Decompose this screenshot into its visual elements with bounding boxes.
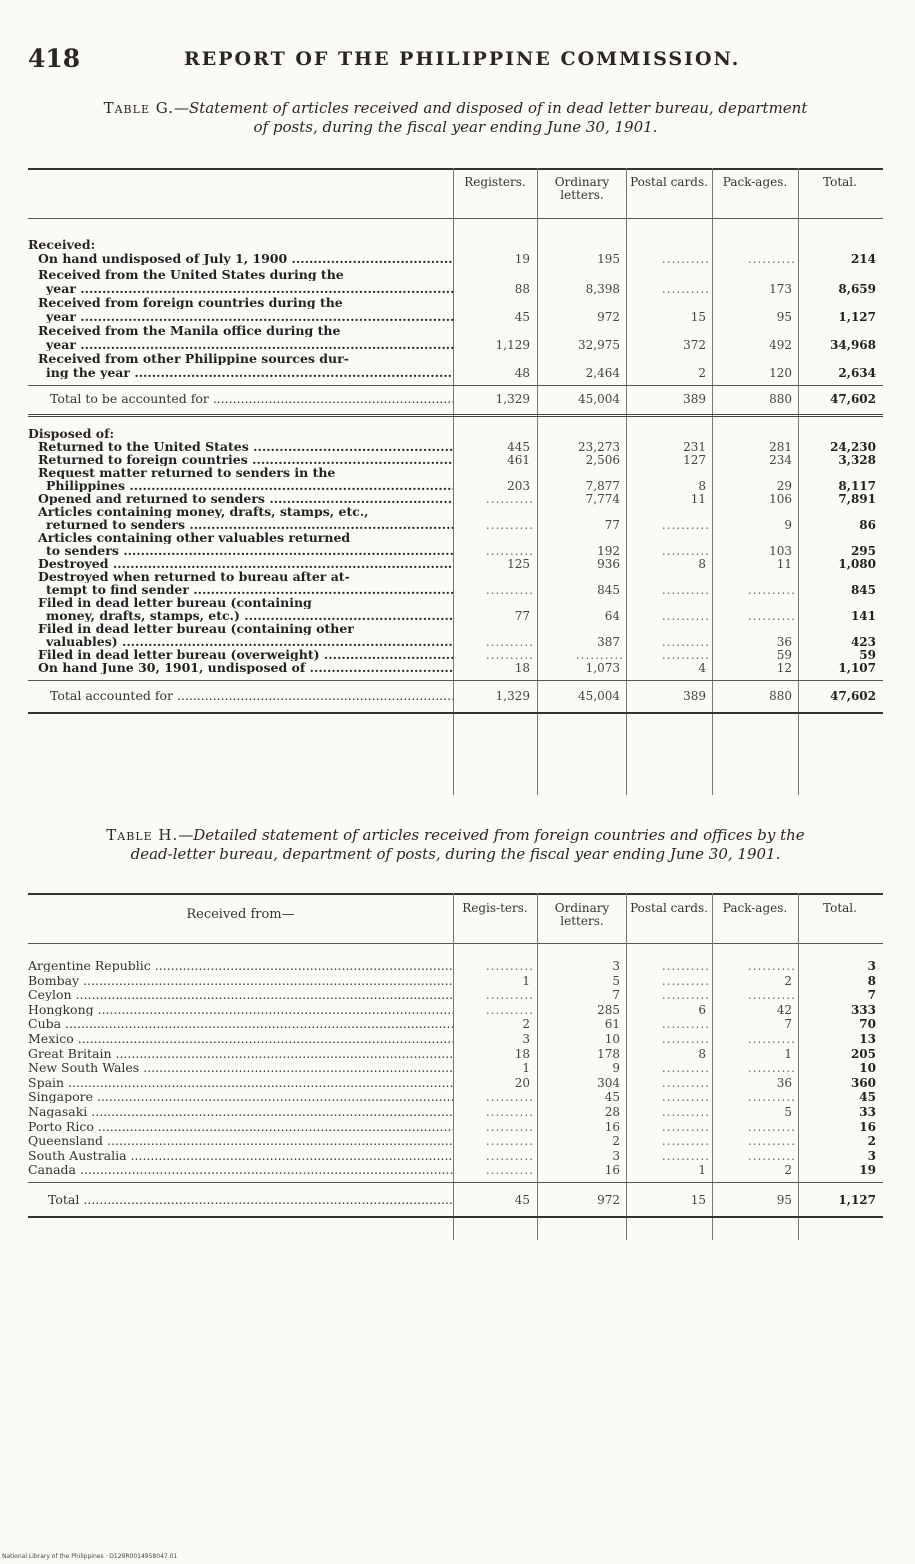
table-g-disposed-row-5-value-1: 192 (597, 544, 620, 558)
table-h-row-8-value-3: 36 (776, 1075, 792, 1090)
table-h-row-9-value-1: 45 (604, 1090, 620, 1105)
table-g-disposed-row-8-line-0-label: Filed in dead letter bureau (containing (38, 596, 312, 609)
table-g-received-row-0-value-0: 19 (514, 252, 530, 266)
table-h-row-12-label: Queensland ..... (28, 1134, 453, 1147)
table-h-row-0-blank-3: .......... (747, 959, 796, 973)
table-g-disposed-total-value-1: 45,004 (578, 689, 620, 703)
table-g-disposed-row-1-value-1: 2,506 (585, 453, 620, 467)
table-h-row-13-label: South Australia ..... (28, 1149, 453, 1162)
table-h-total-value-4: 1,127 (838, 1193, 876, 1207)
table-h-row-4-value-3: 7 (784, 1017, 792, 1032)
table-g-disposed-row-10-blank-2: .......... (661, 648, 710, 662)
table-h-row-6-value-1: 178 (597, 1046, 620, 1061)
table-g-disposed-row-8-value-0: 77 (514, 609, 530, 623)
table-h-row-7-blank-2: .......... (661, 1061, 710, 1076)
table-g-disposed-row-2-value-3: 29 (776, 479, 792, 493)
table-g-received-row-3-value-1: 32,975 (578, 338, 620, 352)
table-g-received-row-2-line-1-label: year ..... (46, 310, 453, 323)
table-g-received-row-1-line-1-label: year ..... (46, 282, 453, 295)
table-h-row-10-label: Nagasaki ..... (28, 1105, 453, 1118)
table-h-row-14-value-3: 2 (784, 1163, 792, 1178)
table-h-row-13-blank-0: .......... (485, 1148, 534, 1163)
table-g-disposed-total-value-4: 47,602 (830, 689, 876, 703)
table-g-name: Table G. (103, 99, 174, 117)
table-g-disposed-row-6-value-3: 11 (776, 557, 792, 571)
table-g-received-row-4-value-1: 2,464 (585, 366, 620, 380)
table-g-header-col-2: Postal cards. (630, 175, 708, 189)
table-g-subtotal-rule (28, 385, 883, 386)
table-h-row-11-blank-3: .......... (747, 1119, 796, 1134)
table-g-disposed-row-0-value-2: 231 (683, 440, 706, 454)
table-h-row-5-blank-2: .......... (661, 1032, 710, 1046)
table-g-disposed-total-value-2: 389 (683, 689, 706, 703)
table-h-row-4-label: Cuba ..... (28, 1017, 453, 1030)
table-g-disposed-row-10-value-4: 59 (859, 648, 876, 662)
table-g-disposed-row-9-value-3: 36 (776, 635, 792, 649)
table-g-disposed-heading: Disposed of: (28, 426, 115, 441)
table-g-disposed-row-10-value-3: 59 (776, 648, 792, 662)
table-g-disposed-total-rule (28, 680, 883, 681)
table-g-disposed-row-7-line-0-label: Destroyed when returned to bureau after at- (38, 570, 350, 583)
table-g-disposed-row-7-line-0 (28, 570, 883, 583)
table-h-stub-header: Received from— (186, 907, 295, 922)
table-h-row-2-value-1: 7 (612, 988, 620, 1003)
table-g-disposed-row-4-blank-0: .......... (485, 518, 534, 532)
table-g-disposed-row-2-value-1: 7,877 (585, 479, 620, 493)
table-h-total-value-1: 972 (597, 1193, 620, 1207)
table-g-caption (28, 99, 883, 137)
table-g-disposed-row-0-value-3: 281 (769, 440, 792, 454)
table-g-disposed-row-11-value-1: 1,073 (585, 661, 620, 675)
table-h-row-13-blank-2: .......... (661, 1148, 710, 1163)
table-h-total-rule (28, 1182, 883, 1183)
table-g-received-row-1-value-4: 8,659 (838, 282, 876, 296)
table-g-disposed-row-4-blank-2: .......... (661, 518, 710, 532)
table-g-received-row-3-line-0 (28, 324, 883, 337)
table-g-disposed-row-5-line-0-label: Articles containing other valuables returned (38, 531, 351, 544)
table-h-header-col-0: Regis-​ters. (462, 901, 528, 915)
table-g-disposed-row-5-blank-0: .......... (485, 544, 534, 558)
table-g-disposed-row-5-line-0 (28, 531, 883, 544)
table-g-disposed-row-1-value-2: 127 (683, 453, 706, 467)
table-h-row-3-blank-0: .......... (485, 1002, 534, 1017)
table-h-row-4-value-0: 2 (522, 1017, 530, 1032)
table-g-received-row-1-value-1: 8,398 (585, 282, 620, 296)
table-g-disposed-row-4-value-4: 86 (859, 518, 876, 532)
table-h-row-2-blank-0: .......... (485, 988, 534, 1003)
table-g-disposed-row-4-line-0-label: Articles containing money, drafts, stamps, etc., (38, 505, 369, 518)
page-header (28, 44, 875, 84)
table-h-row-10-blank-0: .......... (485, 1105, 534, 1119)
table-h-row-6-value-4: 205 (850, 1046, 876, 1061)
table-g-disposed-row-2-value-4: 8,117 (838, 479, 876, 493)
table-h-row-0-value-1: 3 (612, 959, 620, 973)
table-g-disposed-row-2-line-0-label: Request matter returned to senders in the (38, 466, 336, 479)
table-g-disposed-row-4-line-1-label: returned to senders ..... (46, 518, 453, 531)
table-h-row-0-value-4: 3 (867, 959, 876, 973)
page-number: 418 (28, 44, 81, 73)
table-h-row-6-value-2: 8 (698, 1046, 706, 1061)
table-g-disposed-row-3-value-2: 11 (690, 492, 706, 506)
table-g-received-row-1-blank-2: .......... (661, 282, 710, 296)
table-g-header-col-0: Registers. (464, 175, 526, 189)
table-h-row-4-value-4: 70 (859, 1017, 876, 1032)
table-h-row-9-blank-2: .......... (661, 1090, 710, 1105)
table-g-disposed-row-1-value-3: 234 (769, 453, 792, 467)
table-h-row-6-value-0: 18 (514, 1046, 530, 1061)
table-g-disposed-row-8-blank-2: .......... (661, 609, 710, 623)
table-h-row-2-label: Ceylon ..... (28, 988, 453, 1001)
table-g-disposed-row-3-line-0-label: Opened and returned to senders ..... (38, 492, 453, 505)
table-g-disposed-row-8-blank-3: .......... (747, 609, 796, 623)
table-g-received-row-3-line-0-label: Received from the Manila office during the (38, 324, 341, 337)
table-g-disposed-row-4-value-1: 77 (604, 518, 620, 532)
table-g-header-col-4: Total. (823, 175, 857, 189)
table-g-received-row-4-line-1-label: ing the year ..... (46, 366, 453, 379)
table-h-row-10-blank-2: .......... (661, 1105, 710, 1119)
table-g-disposed-row-7-blank-3: .......... (747, 583, 796, 597)
table-g-received-total-value-3: 880 (769, 392, 792, 406)
table-h-top-rule (28, 893, 883, 895)
table-g-disposed-row-5-line-1-label: to senders ..... (46, 544, 453, 557)
table-g-disposed-row-11-value-0: 18 (514, 661, 530, 675)
table-g-header-rule (28, 218, 883, 219)
table-h-row-6-value-3: 1 (784, 1046, 792, 1061)
table-h-total-value-2: 15 (690, 1193, 706, 1207)
table-g-received-row-0-blank-3: .......... (747, 252, 796, 266)
table-g-received-row-4-value-4: 2,634 (838, 366, 876, 380)
table-g-disposed-row-6-line-0-label: Destroyed ..... (38, 557, 453, 570)
table-g-header-col-3: Pack-​ages. (722, 175, 788, 189)
table-h-header-col-2: Postal cards. (630, 901, 708, 915)
table-h-row-14-value-1: 16 (604, 1163, 620, 1178)
table-h-row-1-value-1: 5 (612, 973, 620, 988)
table-g-disposed-row-6-value-1: 936 (597, 557, 620, 571)
table-h-row-7-value-1: 9 (612, 1061, 620, 1076)
table-h-row-0-blank-0: .......... (485, 959, 534, 973)
table-h-row-7-value-4: 10 (859, 1061, 876, 1076)
table-g-disposed-row-5-blank-2: .......... (661, 544, 710, 558)
table-g-disposed-row-9-line-1-label: valuables) ..... (46, 635, 453, 648)
table-g-received-row-3-value-3: 492 (769, 338, 792, 352)
table-g-caption-line2: of posts, during the fiscal year ending June 30, 1901. (253, 118, 658, 136)
table-h-row-9-label: Singapore ..... (28, 1090, 453, 1103)
table-h-header-col-4: Total. (823, 901, 857, 915)
table-h-row-5-value-1: 10 (604, 1032, 620, 1046)
table-g-disposed-row-8-line-0 (28, 596, 883, 609)
table-h-caption (28, 826, 883, 864)
table-g-disposed-row-7-value-1: 845 (597, 583, 620, 597)
table-g-received-row-0-value-1: 195 (597, 252, 620, 266)
table-g-received-row-3-line-1-label: year ..... (46, 338, 453, 351)
table-h-total-value-3: 95 (776, 1193, 792, 1207)
table-g-received-row-2-value-0: 45 (514, 310, 530, 324)
table-h-row-8-value-4: 360 (850, 1075, 876, 1090)
table-g-disposed-row-6-value-2: 8 (698, 557, 706, 571)
table-h-row-11-blank-0: .......... (485, 1119, 534, 1134)
table-h-row-12-blank-2: .......... (661, 1134, 710, 1149)
table-h-row-8-value-0: 20 (514, 1075, 530, 1090)
table-g-disposed-row-7-blank-0: .......... (485, 583, 534, 597)
table-h-row-14-blank-0: .......... (485, 1163, 534, 1178)
table-h-header-col-3: Pack-​ages. (722, 901, 788, 915)
table-h-row-3-value-2: 6 (698, 1002, 706, 1017)
table-h-row-7-value-0: 1 (522, 1061, 530, 1076)
table-g-received-row-4-value-2: 2 (698, 366, 706, 380)
table-g-top-rule (28, 168, 883, 170)
table-h-row-1-value-4: 8 (867, 973, 876, 988)
table-h-row-5-blank-3: .......... (747, 1032, 796, 1046)
table-g-disposed-row-3-value-3: 106 (769, 492, 792, 506)
table-g-disposed-row-0-line-0-label: Returned to the United States ..... (38, 440, 453, 453)
table-h-row-8-blank-2: .......... (661, 1075, 710, 1090)
table-h-row-1-value-0: 1 (522, 973, 530, 988)
table-h-row-2-blank-3: .......... (747, 988, 796, 1003)
table-h-row-3-value-1: 285 (597, 1002, 620, 1017)
table-h-row-13-value-4: 3 (867, 1148, 876, 1163)
table-h-row-11-blank-2: .......... (661, 1119, 710, 1134)
table-h-total-value-0: 45 (514, 1193, 530, 1207)
table-g-disposed-row-0-value-0: 445 (507, 440, 530, 454)
table-g-header-col-1: Ordinary letters. (554, 175, 610, 202)
table-g-received-row-2-line-0 (28, 296, 883, 309)
table-g-received-total-label: Total to be accounted for ..... (50, 392, 453, 405)
table-g-disposed-row-9-value-4: 423 (850, 635, 876, 649)
table-g-disposed-row-10-line-0-label: Filed in dead letter bureau (overweight) ..... (38, 648, 453, 661)
table-h-row-1-value-3: 2 (784, 973, 792, 988)
table-g-disposed-row-9-blank-2: .......... (661, 635, 710, 649)
table-h-row-5-label: Mexico ..... (28, 1032, 453, 1045)
table-h-caption-line2: dead-letter bureau, department of posts, during the fiscal year ending June 30, 1901. (130, 845, 781, 863)
table-g-received-row-0-value-4: 214 (850, 252, 876, 266)
table-g-received-row-1-line-0 (28, 268, 883, 281)
table-g-disposed-total-label: Total accounted for ..... (50, 689, 453, 702)
table-g-disposed-row-3-blank-0: .......... (485, 492, 534, 506)
table-g-received-row-2-value-2: 15 (690, 310, 706, 324)
table-g-caption-line1: —Statement of articles received and disposed of in dead letter bureau, department (173, 99, 808, 117)
table-g-disposed-row-9-blank-0: .......... (485, 635, 534, 649)
table-g-disposed-row-8-value-4: 141 (850, 609, 876, 623)
table-g-received-heading: Received: (28, 237, 96, 252)
table-h-row-5-value-0: 3 (522, 1032, 530, 1046)
table-g-received-total-value-1: 45,004 (578, 392, 620, 406)
table-g-received-row-3-value-4: 34,968 (830, 338, 876, 352)
table-g-disposed-total-value-0: 1,329 (495, 689, 530, 703)
footer-credit: National Library of the Philippines · D129R0014958047.01 (2, 1553, 178, 1560)
table-g-received-row-3-value-2: 372 (683, 338, 706, 352)
table-g-disposed-row-10-blank-0: .......... (485, 648, 534, 662)
table-g-received-row-2-value-4: 1,127 (838, 310, 876, 324)
table-g-disposed-row-7-line-1-label: tempt to find sender ..... (46, 583, 453, 596)
table-g-disposed-row-3-value-1: 7,774 (585, 492, 620, 506)
table-h-total-label: Total ..... (48, 1193, 453, 1206)
table-g-received-total-value-0: 1,329 (495, 392, 530, 406)
table-g-received-row-1-value-0: 88 (514, 282, 530, 296)
table-g-received-row-0-blank-2: .......... (661, 252, 710, 266)
table-h-row-3-value-3: 42 (776, 1002, 792, 1017)
table-h-row-4-blank-2: .......... (661, 1017, 710, 1032)
table-g-disposed-row-11-value-2: 4 (698, 661, 706, 675)
table-h-row-9-blank-0: .......... (485, 1090, 534, 1105)
table-g-disposed-row-1-line-0-label: Returned to foreign countries ..... (38, 453, 453, 466)
table-h-header-rule (28, 943, 883, 944)
table-h-row-13-value-1: 3 (612, 1148, 620, 1163)
table-g-disposed-row-4-value-3: 9 (784, 518, 792, 532)
table-g-disposed-row-2-value-0: 203 (507, 479, 530, 493)
table-g-disposed-row-8-line-1-label: money, drafts, stamps, etc.) ..... (46, 609, 453, 622)
table-h-row-11-value-4: 16 (859, 1119, 876, 1134)
table-g-disposed-row-2-line-1-label: Philippines ..... (46, 479, 453, 492)
table-h-row-10-value-4: 33 (859, 1105, 876, 1119)
table-g-disposed-row-1-value-4: 3,328 (838, 453, 876, 467)
table-g-disposed-row-9-line-0-label: Filed in dead letter bureau (containing other (38, 622, 354, 635)
table-h-row-12-value-1: 2 (612, 1134, 620, 1149)
table-h-row-11-value-1: 16 (604, 1119, 620, 1134)
table-h-row-14-value-4: 19 (859, 1163, 876, 1178)
table-g-received-row-2-line-0-label: Received from foreign countries during the (38, 296, 343, 309)
table-g-disposed-row-5-value-3: 103 (769, 544, 792, 558)
table-h-row-8-value-1: 304 (597, 1075, 620, 1090)
table-g-disposed-row-1-value-0: 461 (507, 453, 530, 467)
table-g-received-row-4-value-0: 48 (514, 366, 530, 380)
table-h-row-8-label: Spain ..... (28, 1076, 453, 1089)
table-g-disposed-row-6-value-4: 1,080 (838, 557, 876, 571)
table-h-row-0-label: Argentine Republic ..... (28, 959, 453, 972)
table-g-received-row-4-line-0-label: Received from other Philippine sources dur- (38, 352, 349, 365)
table-g-received-row-3-value-0: 1,129 (495, 338, 530, 352)
table-h-row-9-blank-3: .......... (747, 1090, 796, 1105)
table-h-name: Table H. (106, 826, 179, 844)
table-h-row-7-blank-3: .......... (747, 1061, 796, 1076)
table-g-disposed-row-0-value-4: 24,230 (830, 440, 876, 454)
table-h-row-7-label: New South Wales ..... (28, 1061, 453, 1074)
table-h-row-12-value-4: 2 (867, 1134, 876, 1149)
table-h-row-5-value-4: 13 (859, 1032, 876, 1046)
table-g-disposed-row-6-value-0: 125 (507, 557, 530, 571)
table-g-received-row-2-value-1: 972 (597, 310, 620, 324)
table-g-disposed-row-0-value-1: 23,273 (578, 440, 620, 454)
table-h-row-3-label: Hongkong ..... (28, 1003, 453, 1016)
table-h-row-11-label: Porto Rico ..... (28, 1120, 453, 1133)
table-g-received-row-2-value-3: 95 (776, 310, 792, 324)
table-g-received-row-4-value-3: 120 (769, 366, 792, 380)
table-h-row-12-blank-0: .......... (485, 1134, 534, 1149)
table-g-disposed-row-7-blank-2: .......... (661, 583, 710, 597)
table-g-received-row-0-line-0-label: On hand undisposed of July 1, 1900 ..... (38, 252, 453, 265)
table-h-row-14-value-2: 1 (698, 1163, 706, 1178)
table-g-received-row-4-line-0 (28, 352, 883, 365)
table-h-row-1-blank-2: .......... (661, 973, 710, 988)
table-g-received-row-1-value-3: 173 (769, 282, 792, 296)
table-h-row-10-value-1: 28 (604, 1105, 620, 1119)
table-g-mid-rule (28, 414, 883, 417)
table-h-row-6-label: Great Britain ..... (28, 1047, 453, 1060)
table-h-row-4-value-1: 61 (604, 1017, 620, 1032)
table-g-bottom-rule (28, 712, 883, 714)
table-h-bottom-rule (28, 1216, 883, 1218)
table-h-row-14-label: Canada ..... (28, 1163, 453, 1176)
table-g-disposed-row-7-value-4: 845 (850, 583, 876, 597)
table-g-disposed-row-4-line-0 (28, 505, 883, 518)
table-g-disposed-row-2-value-2: 8 (698, 479, 706, 493)
table-h-row-2-value-4: 7 (867, 988, 876, 1003)
table-g-disposed-row-9-line-0 (28, 622, 883, 635)
table-h-row-1-label: Bombay ..... (28, 974, 453, 987)
table-h-row-10-value-3: 5 (784, 1105, 792, 1119)
table-h-row-12-blank-3: .......... (747, 1134, 796, 1149)
table-g-disposed-row-5-value-4: 295 (850, 544, 876, 558)
table-g-disposed-row-10-blank-1: .......... (575, 648, 624, 662)
table-h-header-col-1: Ordinary letters. (554, 901, 610, 928)
table-h-row-13-blank-3: .......... (747, 1148, 796, 1163)
table-h-row-9-value-4: 45 (859, 1090, 876, 1105)
table-g-disposed-row-11-value-4: 1,107 (838, 661, 876, 675)
table-g-disposed-row-11-value-3: 12 (776, 661, 792, 675)
table-g-disposed-row-2-line-0 (28, 466, 883, 479)
table-h-row-0-blank-2: .......... (661, 959, 710, 973)
table-g-received-row-1-line-0-label: Received from the United States during the (38, 268, 344, 281)
running-head: REPORT OF THE PHILIPPINE COMMISSION. (184, 48, 741, 70)
table-h-caption-line1: —Detailed statement of articles received from foreign countries and offices by the (178, 826, 805, 844)
table-g-disposed-row-11-line-0-label: On hand June 30, 1901, undisposed of ..... (38, 661, 453, 674)
table-g-disposed-total-value-3: 880 (769, 689, 792, 703)
table-g-received-total-value-2: 389 (683, 392, 706, 406)
table-g-disposed-row-8-value-1: 64 (604, 609, 620, 623)
table-h-row-3-value-4: 333 (850, 1002, 876, 1017)
table-g-disposed-row-9-value-1: 387 (597, 635, 620, 649)
table-h-row-2-blank-2: .......... (661, 988, 710, 1003)
table-g-disposed-row-3-value-4: 7,891 (838, 492, 876, 506)
table-g-received-total-value-4: 47,602 (830, 392, 876, 406)
